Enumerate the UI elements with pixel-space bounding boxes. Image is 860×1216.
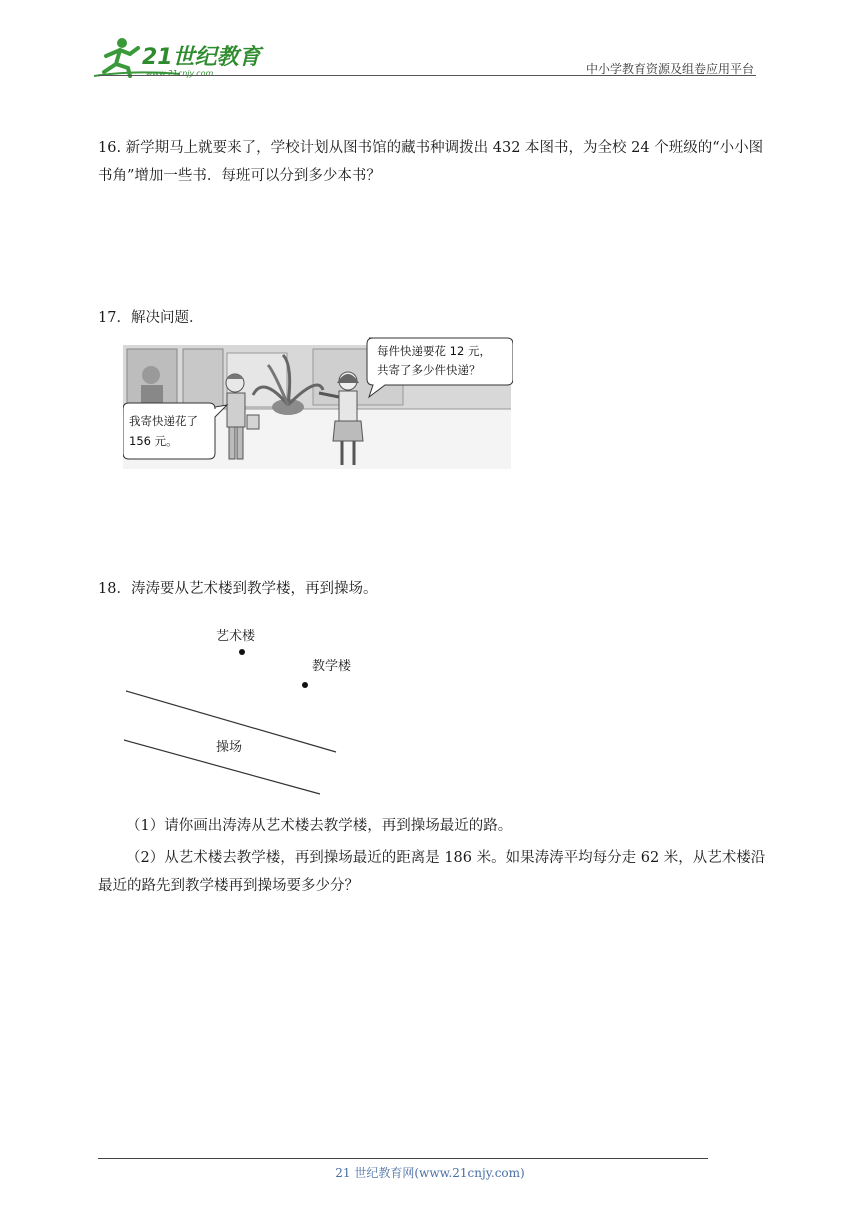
bubble-man-line1: 我寄快递花了 [129,414,198,428]
site-logo [92,34,272,80]
footer-divider [98,1158,708,1159]
bubble-woman-line2: 共寄了多少件快递？ [377,363,481,377]
footer-text: 21 世纪教育网(www.21cnjy.com) [335,1166,525,1180]
logo-title: 21世纪教育 [142,45,261,70]
header-platform-text: 中小学教育资源及组卷应用平台 [585,62,754,76]
bubble-man-line2: 156 元。 [129,434,178,448]
logo-url: www.21cnjy.com [146,69,214,78]
question-17: 17．解决问题． [98,310,204,326]
header-divider [98,75,756,76]
question-18-part-2: （2）从艺术楼去教学楼，再到操场最近的距离是 186 米。如果涛涛平均每分走 62 米，从艺术楼沿最近的路先到教学楼再到操场要多少分？ [98,850,766,894]
point-teaching-building [302,682,308,688]
question-18-part-1: （1）请你画出涛涛从艺术楼去教学楼，再到操场最近的路。 [126,818,513,834]
label-teaching-building: 教学楼 [312,659,352,674]
question-18: 18．涛涛要从艺术楼到教学楼，再到操场。 [98,581,378,597]
express-delivery-illustration [123,335,513,469]
route-map-diagram [118,620,378,800]
label-art-building: 艺术楼 [216,629,256,644]
point-art-building [239,649,245,655]
bubble-woman-line1: 每件快递要花 12 元， [377,344,491,358]
question-16: 16. 新学期马上就要来了，学校计划从图书馆的藏书种调拨出 432 本图书，为全校 24 个班级的“小小图书角”增加一些书．每班可以分到多少本书？ [98,140,764,184]
label-playground: 操场 [216,740,243,755]
